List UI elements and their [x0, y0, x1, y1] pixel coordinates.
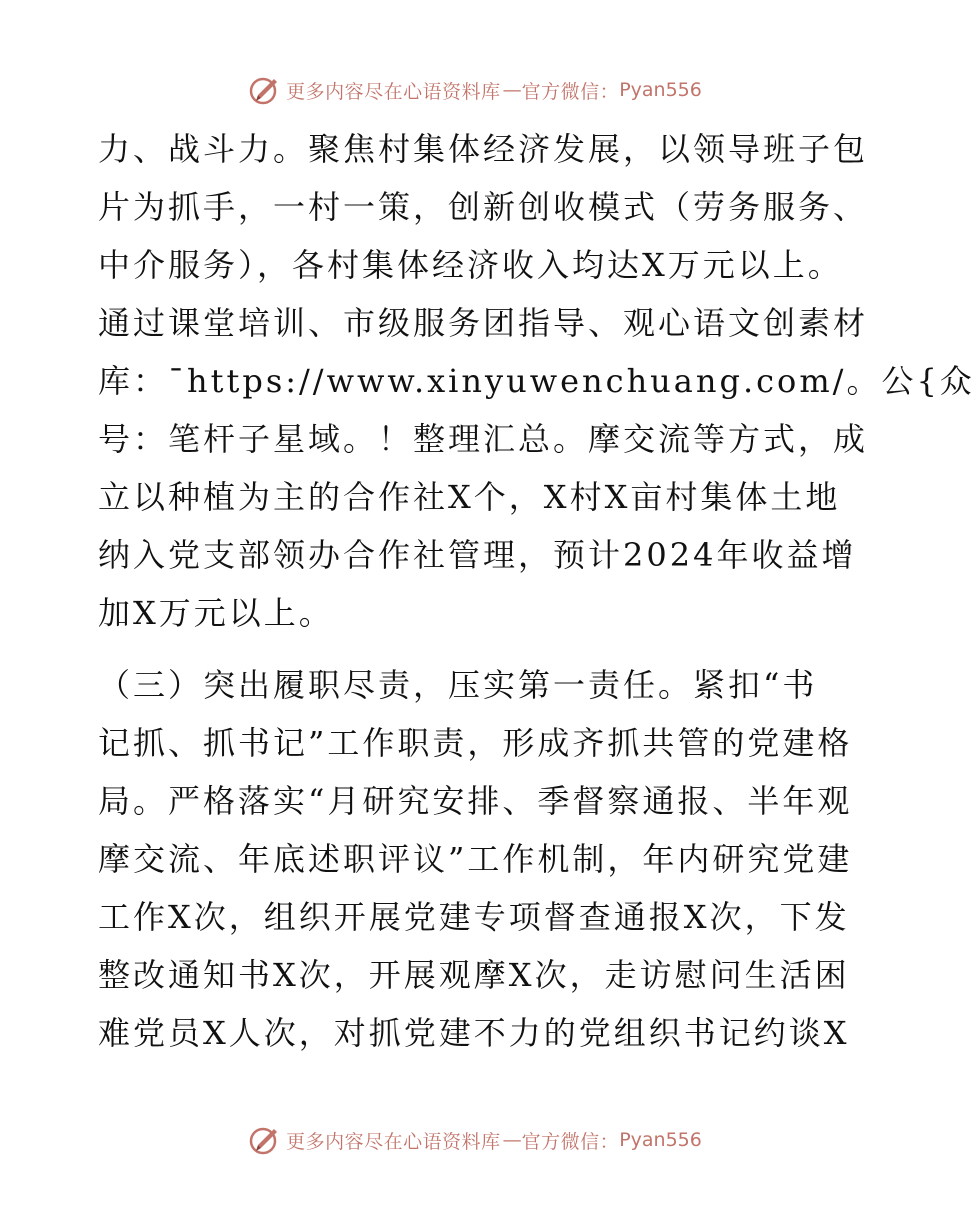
text-line: （三）突出履职尽责，压实第一责任。紧扣“书 — [98, 666, 818, 704]
text-line: 纳入党支部领办合作社管理，预计2024年收益增 — [98, 536, 857, 574]
text-line: 库：¯https://www.xinyuwenchuang.com/。公{众 — [98, 362, 975, 400]
text-line: 号：笔杆子星域。！整理汇总。摩交流等方式，成 — [98, 420, 869, 458]
text-line: 记抓、抓书记”工作职责，形成齐抓共管的党建格 — [98, 724, 853, 762]
paragraph-gap — [98, 642, 858, 656]
text-line: 工作X次，组织开展党建专项督查通报X次，下发 — [98, 898, 850, 936]
banner-label: 官方微信： — [521, 80, 620, 103]
text-line: 中介服务），各村集体经济收入均达X万元以上。 — [98, 246, 843, 284]
banner-separator: — — [502, 1129, 522, 1151]
banner-wechat-id: Pyan556 — [619, 79, 702, 101]
text-line: 加X万元以上。 — [98, 594, 334, 632]
text-line: 片为抓手，一村一策，创新创收模式（劳务服务、 — [98, 188, 869, 226]
banner-text: 更多内容尽在心语资料库 — [286, 80, 501, 103]
banner-label: 官方微信： — [521, 1130, 620, 1153]
paragraph — [98, 656, 858, 1062]
text-line: 力、战斗力。聚焦村集体经济发展，以领导班子包 — [98, 130, 869, 168]
banner-separator: — — [502, 79, 522, 101]
banner-wechat-id: Pyan556 — [619, 1129, 702, 1151]
paragraph — [98, 120, 975, 642]
text-line: 立以种植为主的合作社X个，X村X亩村集体土地 — [98, 478, 841, 516]
header-watermark-banner — [0, 70, 950, 110]
text-line: 通过课堂培训、市级服务团指导、观心语文创素材 — [98, 304, 869, 342]
text-line: 难党员X人次，对抓党建不力的党组织书记约谈X — [98, 1014, 850, 1052]
pen-logo-icon — [248, 1123, 282, 1157]
pen-logo-icon — [248, 73, 282, 107]
text-line: 摩交流、年底述职评议”工作机制，年内研究党建 — [98, 840, 853, 878]
text-line: 局。严格落实“月研究安排、季督察通报、半年观 — [98, 782, 853, 820]
footer-watermark-banner — [0, 1120, 950, 1160]
banner-text: 更多内容尽在心语资料库 — [286, 1130, 501, 1153]
document-body — [98, 120, 975, 1062]
text-line: 整改通知书X次，开展观摩X次，走访慰问生活困 — [98, 956, 850, 994]
